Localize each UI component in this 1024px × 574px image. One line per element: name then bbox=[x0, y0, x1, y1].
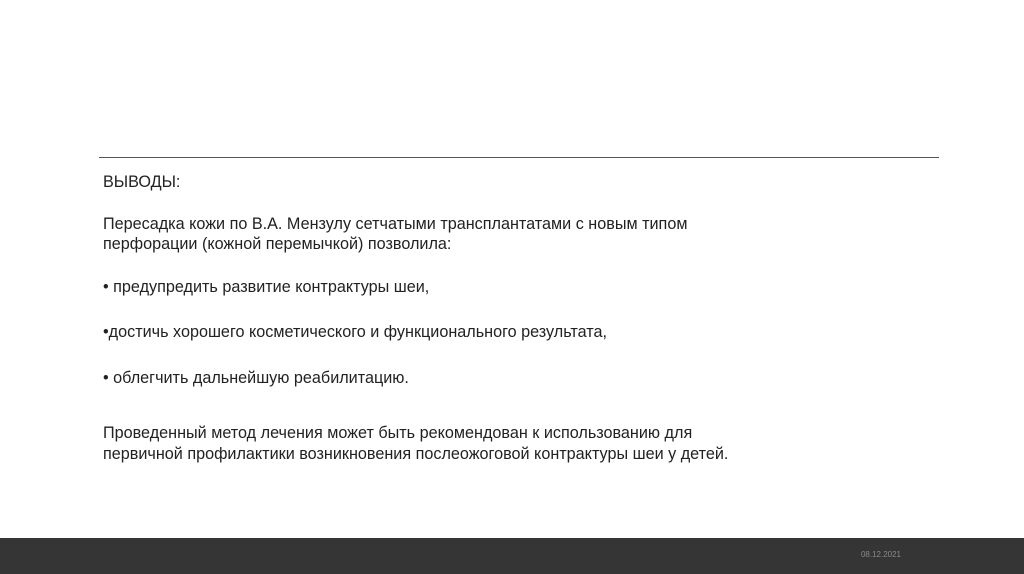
bullet-item: • облегчить дальнейшую реабилитацию. bbox=[103, 368, 409, 387]
title-divider bbox=[99, 157, 939, 158]
conclusion-line: Проведенный метод лечения может быть рекомендован к использованию для bbox=[103, 424, 693, 442]
conclusion-line: первичной профилактики возникновения послеожоговой контрактуры шеи у детей. bbox=[103, 444, 729, 463]
conclusions-heading: ВЫВОДЫ: bbox=[103, 173, 181, 191]
conclusion-paragraph bbox=[103, 423, 903, 464]
intro-line: Пересадка кожи по В.А. Мензулу сетчатыми трансплантатами с новым типом bbox=[103, 214, 688, 233]
bullet-item: • предупредить развитие контрактуры шеи, bbox=[103, 277, 430, 296]
bullet-item: •достичь хорошего косметического и функционального результата, bbox=[103, 323, 608, 341]
slide-body bbox=[103, 172, 903, 464]
footer-date: 08.12.2021 bbox=[860, 550, 901, 559]
intro-line: перфорации (кожной перемычкой) позволила: bbox=[103, 235, 452, 253]
footer-bar bbox=[0, 538, 1024, 574]
intro-paragraph bbox=[103, 214, 903, 255]
